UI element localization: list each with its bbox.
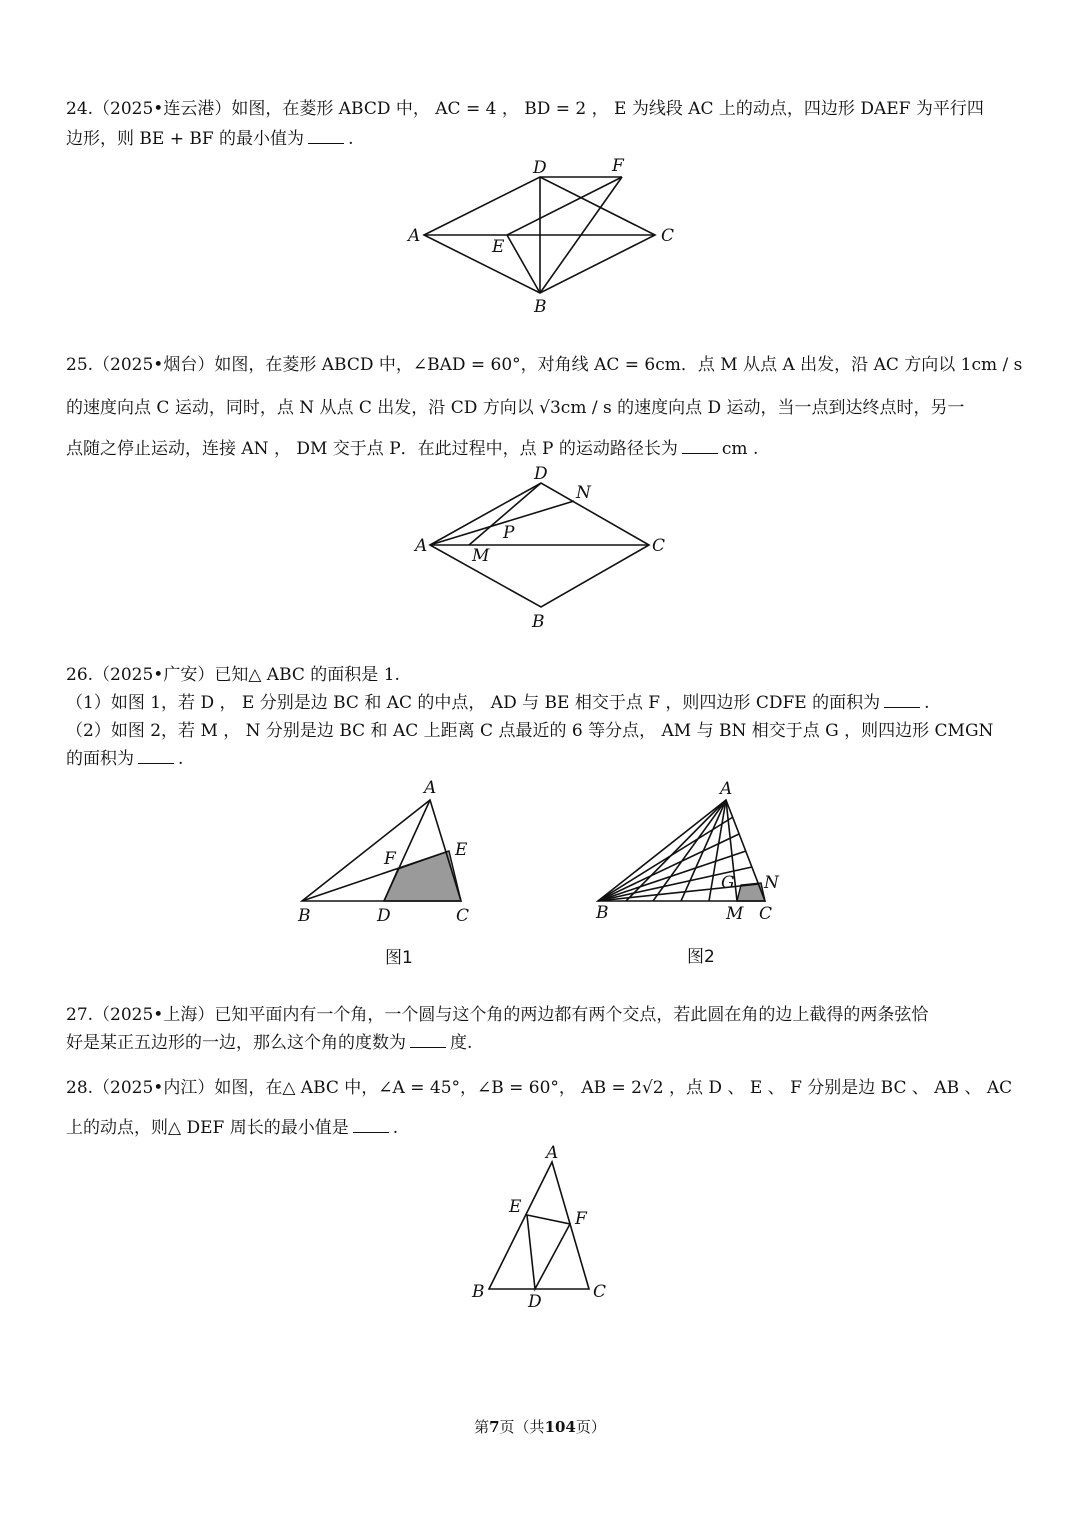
label-n: N: [576, 483, 591, 503]
q24-line2-text: 边形，则 BE + BF 的最小值为: [66, 129, 305, 149]
label-c: C: [759, 904, 773, 924]
label-f: F: [612, 156, 624, 176]
label-e: E: [509, 1197, 522, 1217]
triangle-def: [527, 1215, 570, 1289]
label-b: B: [596, 903, 609, 923]
label-c: C: [652, 536, 666, 556]
q24-line2-end: .: [348, 129, 354, 149]
q27-line2-end: 度.: [450, 1033, 473, 1053]
q26-line3: （2）如图 2，若 M ， N 分别是边 BC 和 AC 上距离 C 点最近的 6 等分点， AM 与 BN 相交于点 G ，则四边形 CMGN: [66, 721, 994, 741]
q28-line1: 28.（2025•内江）如图，在△ ABC 中，∠A = 45°，∠B = 60°， AB = 2√2 ，点 D 、 E 、 F 分别是边 BC 、 AB 、 AC: [66, 1078, 1013, 1098]
label-b: B: [532, 612, 545, 632]
label-g: G: [721, 873, 735, 893]
label-f: F: [575, 1209, 587, 1229]
q26-line4-end: .: [178, 749, 184, 769]
b-division-line: [598, 834, 739, 901]
figure-25-rhombus: [405, 460, 685, 635]
figure-1-caption: 图1: [385, 948, 413, 968]
q26-line4-text: 的面积为: [66, 749, 134, 769]
figure-2-caption: 图2: [687, 947, 715, 967]
label-b: B: [534, 297, 547, 317]
q24-line1: 24.（2025•连云港）如图，在菱形 ABCD 中， AC = 4 ， BD = 2 ， E 为线段 AC 上的动点，四边形 DAEF 为平行四: [66, 99, 984, 119]
q25-line1: 25.（2025•烟台）如图，在菱形 ABCD 中，∠BAD = 60°，对角线 AC = 6cm．点 M 从点 A 出发，沿 AC 方向以 1cm / s: [66, 355, 1023, 375]
q28-line2-text: 上的动点，则△ DEF 周长的最小值是: [66, 1118, 349, 1138]
q25-line2: 的速度向点 C 运动，同时，点 N 从点 C 出发，沿 CD 方向以 √3cm / s 的速度向点 D 运动，当一点到达终点时，另一: [66, 398, 965, 418]
label-e: E: [455, 840, 468, 860]
answer-blank: [410, 1031, 446, 1048]
label-a: A: [408, 226, 421, 246]
q27-line2: [66, 1028, 1016, 1058]
answer-blank: [138, 747, 174, 764]
q27-line2-text: 好是某正五边形的一边，那么这个角的度数为: [66, 1033, 406, 1053]
label-f: F: [384, 849, 396, 869]
label-m: M: [726, 904, 744, 924]
figure-26-2-triangle: [590, 770, 790, 930]
label-m: M: [472, 546, 490, 566]
label-c: C: [593, 1282, 607, 1302]
footer-middle: 页（共: [499, 1418, 545, 1436]
label-b: B: [298, 906, 311, 926]
label-a: A: [424, 778, 437, 798]
label-d: D: [528, 1292, 542, 1312]
q27-line1: 27.（2025•上海）已知平面内有一个角，一个圆与这个角的两边都有两个交点，若此圆在角的边上截得的两条弦恰: [66, 1005, 929, 1025]
label-d: D: [533, 158, 547, 178]
q26-line4: [66, 744, 1016, 774]
answer-blank: [682, 437, 718, 454]
footer-suffix: 页）: [575, 1418, 606, 1436]
answer-blank: [353, 1116, 389, 1133]
page-number: 7: [489, 1418, 500, 1436]
label-b: B: [472, 1282, 485, 1302]
label-a: A: [720, 779, 733, 799]
footer-prefix: 第: [474, 1418, 490, 1436]
page-total: 104: [544, 1418, 576, 1436]
figure-26-1-triangle: [290, 770, 490, 930]
triangle-abc: [489, 1162, 589, 1289]
label-e: E: [492, 237, 505, 257]
q26-line1: 26.（2025•广安）已知△ ABC 的面积是 1.: [66, 665, 400, 685]
label-c: C: [456, 906, 470, 926]
label-d: D: [377, 906, 391, 926]
q26-line2-end: .: [924, 693, 930, 713]
label-n: N: [764, 873, 779, 893]
figure-24-rhombus: [400, 150, 690, 320]
q25-line3-text: 点随之停止运动，连接 AN ， DM 交于点 P．在此过程中，点 P 的运动路径长为: [66, 439, 678, 459]
label-c: C: [661, 226, 675, 246]
q25-line3-end: cm .: [721, 439, 759, 459]
q28-line2-end: .: [392, 1118, 399, 1138]
segment-an: [430, 501, 574, 545]
q26-line2-text: （1）如图 1，若 D ， E 分别是边 BC 和 AC 的中点， AD 与 BE 相交于点 F ，则四边形 CDFE 的面积为: [66, 693, 881, 713]
label-a: A: [415, 536, 428, 556]
answer-blank: [884, 691, 920, 708]
label-d: D: [534, 464, 548, 484]
q26-line2: [66, 688, 1016, 718]
answer-blank: [308, 127, 344, 144]
page-footer: [0, 1416, 1080, 1437]
label-a: A: [546, 1143, 559, 1163]
figure-28-triangle: [465, 1138, 615, 1318]
label-p: P: [503, 523, 515, 543]
